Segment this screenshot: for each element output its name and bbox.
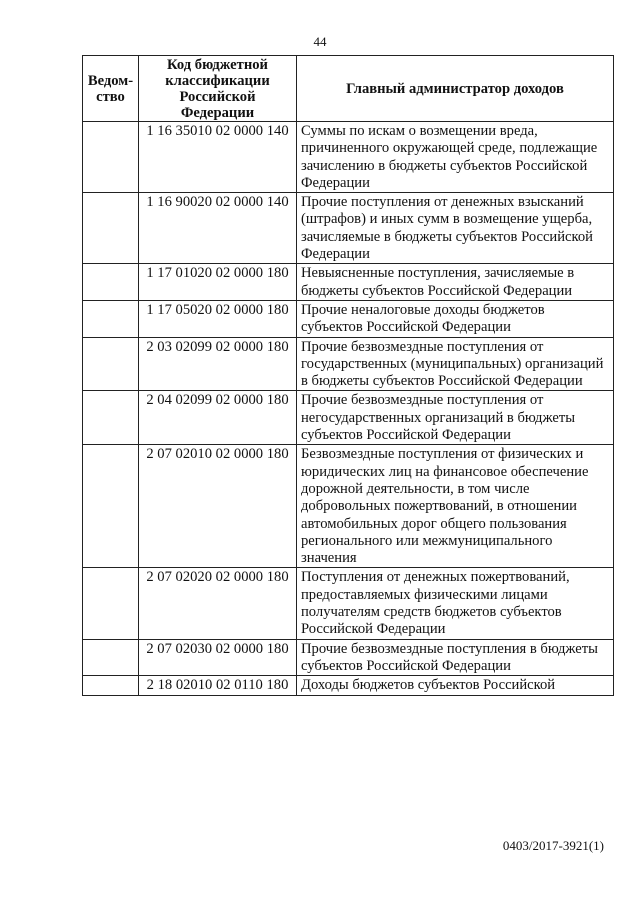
cell-dept: [83, 676, 139, 695]
cell-dept: [83, 300, 139, 337]
cell-code: 2 04 02099 02 0000 180: [139, 391, 297, 445]
table-row: [83, 337, 614, 391]
cell-admin: Прочие поступления от денежных взысканий (штрафов) и иных сумм в возмещение ущерба, зачисляемые в бюджеты субъектов Российской Федерации: [297, 193, 614, 264]
cell-dept: [83, 122, 139, 193]
cell-code: 1 16 90020 02 0000 140: [139, 193, 297, 264]
cell-admin: Доходы бюджетов субъектов Российской: [297, 676, 614, 695]
cell-code: 1 17 01020 02 0000 180: [139, 264, 297, 301]
cell-admin: Невыясненные поступления, зачисляемые в бюджеты субъектов Российской Федерации: [297, 264, 614, 301]
revenue-classification-table: [82, 55, 614, 696]
cell-code: 2 18 02010 02 0110 180: [139, 676, 297, 695]
table-row: [83, 676, 614, 695]
cell-code: 2 07 02010 02 0000 180: [139, 445, 297, 568]
table-row: [83, 122, 614, 193]
cell-code: 2 07 02030 02 0000 180: [139, 639, 297, 676]
cell-admin: Прочие безвозмездные поступления от государственных (муниципальных) организаций в бюджеты субъектов Российской Федерации: [297, 337, 614, 391]
cell-dept: [83, 568, 139, 639]
cell-dept: [83, 193, 139, 264]
table-row: [83, 639, 614, 676]
cell-admin: Прочие неналоговые доходы бюджетов субъектов Российской Федерации: [297, 300, 614, 337]
cell-admin: Поступления от денежных пожертвований, предоставляемых физическими лицами получателям средств бюджетов субъектов Российской Федерации: [297, 568, 614, 639]
cell-code: 1 16 35010 02 0000 140: [139, 122, 297, 193]
cell-dept: [83, 264, 139, 301]
cell-dept: [83, 391, 139, 445]
document-registration-code: 0403/2017-3921(1): [502, 838, 604, 853]
header-dept: Ведом-ство: [83, 56, 139, 122]
cell-admin: Прочие безвозмездные поступления от негосударственных организаций в бюджеты субъектов Российской Федерации: [297, 391, 614, 445]
cell-code: 2 03 02099 02 0000 180: [139, 337, 297, 391]
cell-code: 2 07 02020 02 0000 180: [139, 568, 297, 639]
page-number: 44: [313, 34, 327, 49]
table-row: [83, 300, 614, 337]
cell-code: 1 17 05020 02 0000 180: [139, 300, 297, 337]
table-row: [83, 568, 614, 639]
header-admin: Главный администратор доходов: [297, 56, 614, 122]
cell-dept: [83, 337, 139, 391]
table-row: [83, 193, 614, 264]
table-header: [83, 56, 614, 122]
table-row: [83, 264, 614, 301]
table-row: [83, 445, 614, 568]
cell-admin: Суммы по искам о возмещении вреда, причиненного окружающей среде, подлежащие зачислению в бюджеты субъектов Российской Федерации: [297, 122, 614, 193]
cell-dept: [83, 445, 139, 568]
table-body: [83, 122, 614, 696]
cell-dept: [83, 639, 139, 676]
cell-admin: Безвозмездные поступления от физических и юридических лиц на финансовое обеспечение дорожной деятельности, в том числе добровольных пожертвований, в отношении автомобильных дорог общего пользования регионального или межмуниципального значения: [297, 445, 614, 568]
cell-admin: Прочие безвозмездные поступления в бюджеты субъектов Российской Федерации: [297, 639, 614, 676]
table-header-row: [83, 56, 614, 122]
table-row: [83, 391, 614, 445]
header-code: Код бюджетной классификации Российской Федерации: [139, 56, 297, 122]
